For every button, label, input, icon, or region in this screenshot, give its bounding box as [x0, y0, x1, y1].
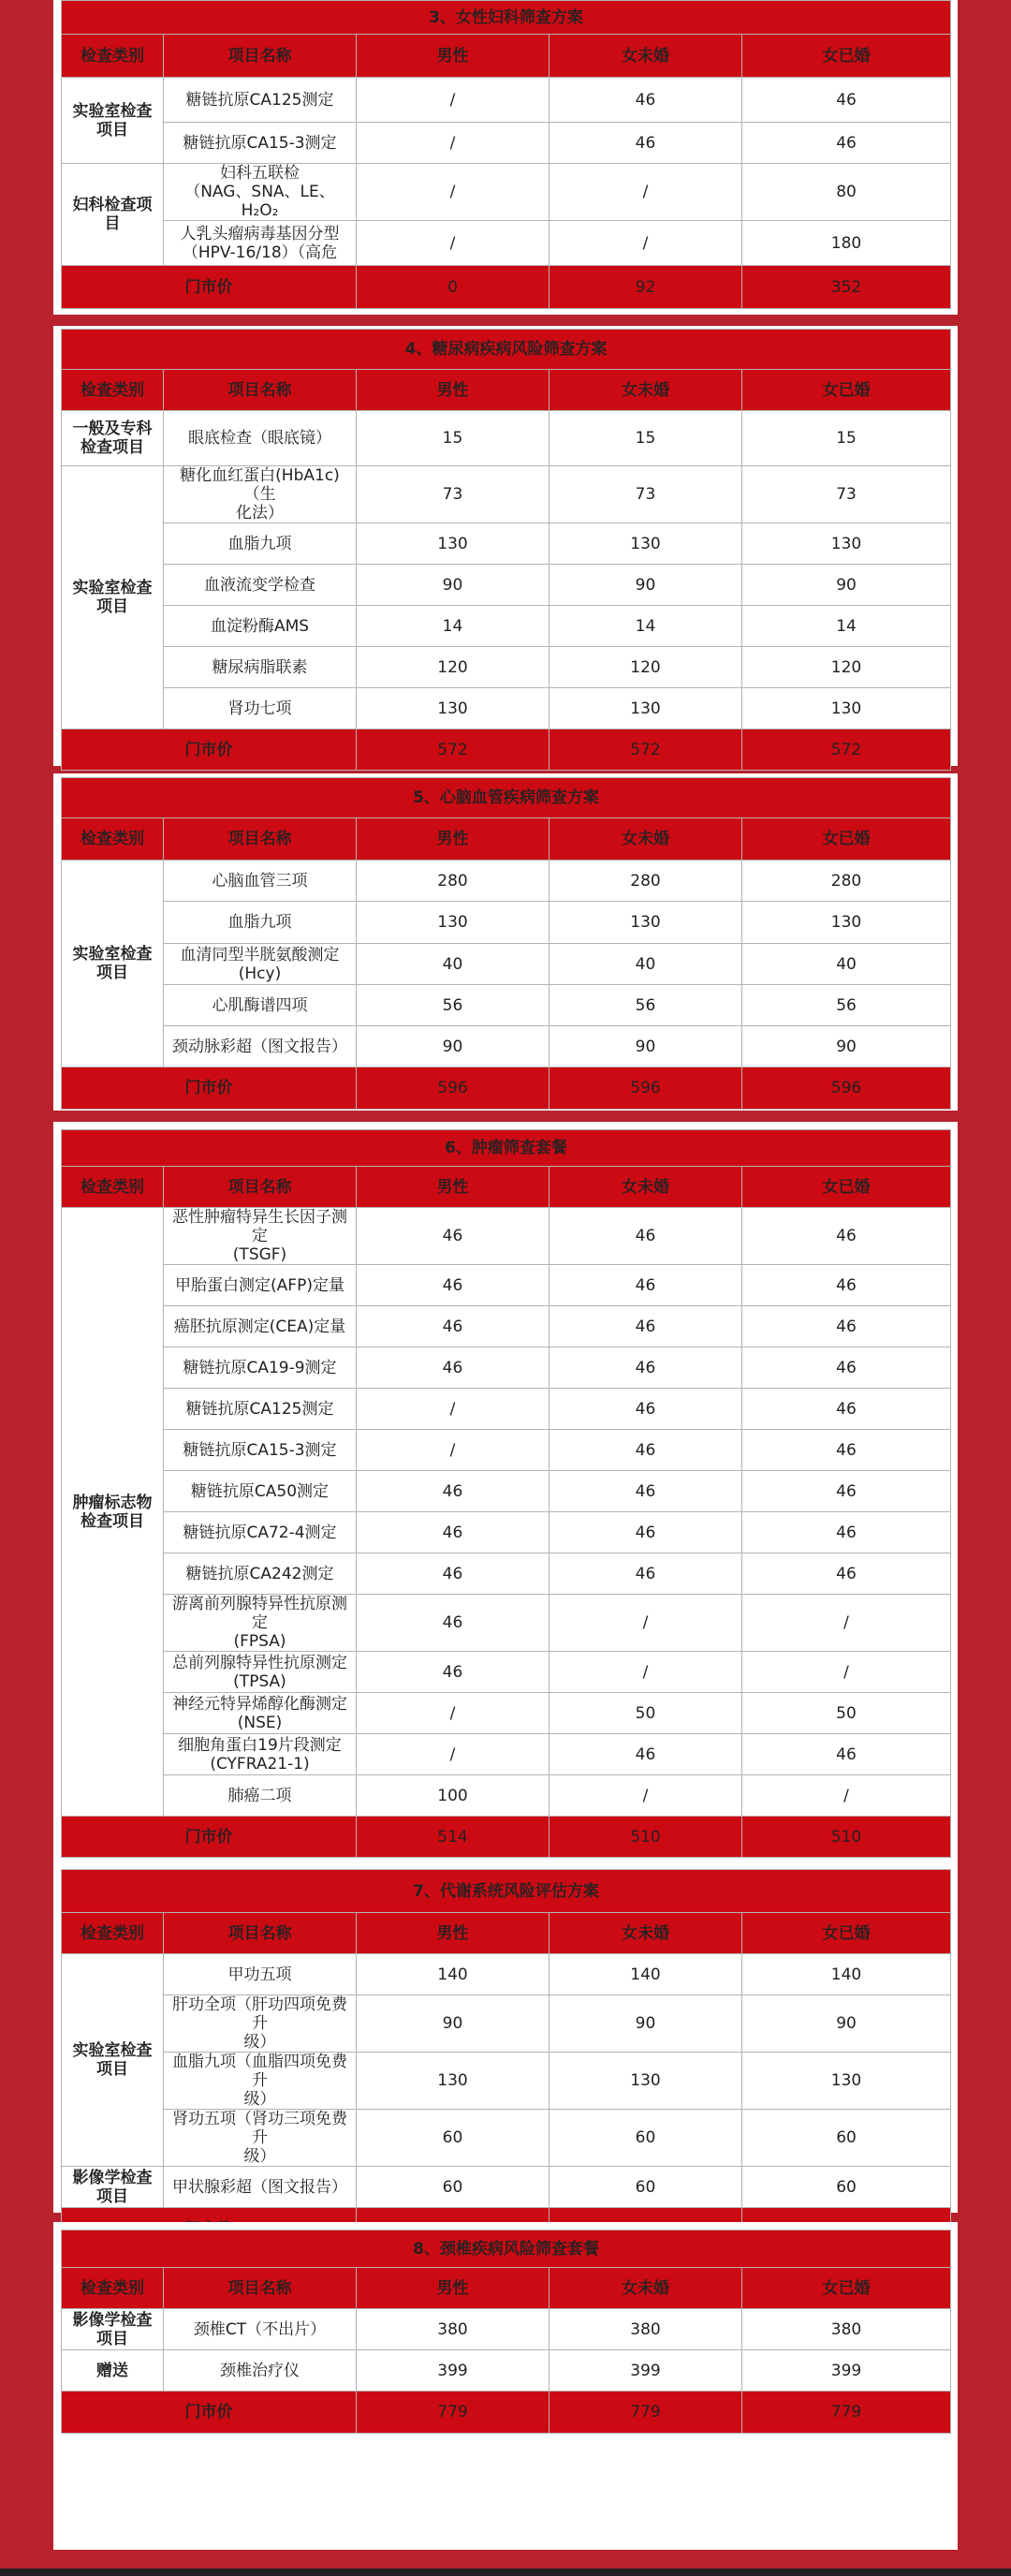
price-female-single: 15 [549, 411, 742, 466]
table-row [62, 606, 951, 647]
price-female-married: 46 [742, 1734, 951, 1775]
retail-price-female-single: 779 [549, 2392, 742, 2434]
price-female-married: 130 [742, 902, 951, 944]
item-name: 糖链抗原CA15-3测定 [164, 1430, 357, 1471]
price-female-married: 90 [742, 1026, 951, 1067]
table-row [62, 2309, 951, 2350]
header-row [62, 1913, 951, 1954]
header-female-single: 女未婚 [549, 1913, 742, 1954]
plan-panel [53, 1122, 958, 1871]
header-female-married: 女已婚 [742, 818, 951, 861]
price-male: / [357, 1693, 549, 1734]
category-cell: 肿瘤标志物 检查项目 [62, 1208, 164, 1817]
table-title: 4、糖尿病疾病风险筛查方案 [62, 330, 951, 370]
price-female-single: 50 [549, 1693, 742, 1734]
price-male: 90 [357, 565, 549, 606]
price-female-single: 90 [549, 1995, 742, 2053]
price-female-married: 60 [742, 2167, 951, 2208]
plan-panel [53, 326, 958, 766]
price-female-married: 46 [742, 1208, 951, 1265]
header-female-married: 女已婚 [742, 35, 951, 78]
price-female-married: 46 [742, 123, 951, 164]
price-female-married: 140 [742, 1954, 951, 1995]
price-female-single: 130 [549, 523, 742, 565]
price-male: / [357, 1389, 549, 1430]
retail-price-female-married: 596 [742, 1067, 951, 1110]
price-female-single: 46 [549, 1512, 742, 1553]
item-name: 妇科五联检 （NAG、SNA、LE、H₂O₂ [164, 164, 357, 221]
table-row [62, 1389, 951, 1430]
price-female-single: 46 [549, 1347, 742, 1389]
price-female-married: 46 [742, 1512, 951, 1553]
item-name: 血脂九项 [164, 523, 357, 565]
item-name: 甲胎蛋白测定(AFP)定量 [164, 1265, 357, 1306]
price-female-married: 46 [742, 1347, 951, 1389]
price-male: 90 [357, 1995, 549, 2053]
table-title: 6、肿瘤筛查套餐 [62, 1130, 951, 1167]
retail-price-female-single: 510 [549, 1817, 742, 1858]
price-female-married: 14 [742, 606, 951, 647]
category-cell: 一般及专科 检查项目 [62, 411, 164, 466]
table-row [62, 1553, 951, 1595]
header-female-single: 女未婚 [549, 1167, 742, 1208]
price-male: 60 [357, 2110, 549, 2167]
price-male: 46 [357, 1208, 549, 1265]
retail-price-female-married: 510 [742, 1817, 951, 1858]
price-female-married: 130 [742, 2053, 951, 2110]
table-row [62, 123, 951, 164]
item-name: 糖链抗原CA125测定 [164, 1389, 357, 1430]
item-name: 眼底检查（眼底镜） [164, 411, 357, 466]
plan-panel [53, 1866, 958, 2213]
item-name: 人乳头瘤病毒基因分型 （HPV-16/18）（高危 [164, 221, 357, 266]
price-male: 40 [357, 944, 549, 985]
price-male: 56 [357, 985, 549, 1026]
price-female-single: / [549, 1775, 742, 1817]
plan-panel [53, 773, 958, 1111]
price-male: 46 [357, 1471, 549, 1512]
item-name: 神经元特异烯醇化酶测定 (NSE) [164, 1693, 357, 1734]
price-female-married: 46 [742, 1265, 951, 1306]
retail-price-female-married: 352 [742, 266, 951, 309]
header-item: 项目名称 [164, 1913, 357, 1954]
table-row [62, 1512, 951, 1553]
item-name: 血脂九项（血脂四项免费升 级） [164, 2053, 357, 2110]
table-row [62, 647, 951, 688]
plan-table [61, 777, 951, 1110]
plan-table [61, 329, 951, 771]
price-male: 100 [357, 1775, 549, 1817]
price-female-married: 399 [742, 2350, 951, 2392]
table-row [62, 1430, 951, 1471]
category-cell: 实验室检查 项目 [62, 861, 164, 1067]
item-name: 甲功五项 [164, 1954, 357, 1995]
header-row [62, 1167, 951, 1208]
retail-price-male: 596 [357, 1067, 549, 1110]
price-male: / [357, 123, 549, 164]
price-female-married: 46 [742, 1306, 951, 1347]
item-name: 糖化血红蛋白(HbA1c)（生 化法） [164, 466, 357, 523]
plan-table [61, 2230, 951, 2434]
price-female-single: 46 [549, 1553, 742, 1595]
item-name: 癌胚抗原测定(CEA)定量 [164, 1306, 357, 1347]
plan-panel [53, 0, 958, 315]
price-female-single: 56 [549, 985, 742, 1026]
price-female-married: 15 [742, 411, 951, 466]
header-male: 男性 [357, 35, 549, 78]
price-female-married: 56 [742, 985, 951, 1026]
table-row [62, 164, 951, 221]
retail-price-male: 514 [357, 1817, 549, 1858]
header-male: 男性 [357, 2268, 549, 2309]
header-male: 男性 [357, 1167, 549, 1208]
item-name: 血淀粉酶AMS [164, 606, 357, 647]
retail-price-female-single: 572 [549, 729, 742, 771]
table-title: 7、代谢系统风险评估方案 [62, 1870, 951, 1913]
retail-price-row [62, 266, 951, 309]
price-male: 46 [357, 1306, 549, 1347]
retail-price-row [62, 2392, 951, 2434]
price-female-single: 90 [549, 565, 742, 606]
table-row [62, 985, 951, 1026]
header-item: 项目名称 [164, 1167, 357, 1208]
retail-price-female-single: 92 [549, 266, 742, 309]
table-row [62, 2167, 951, 2208]
price-male: 280 [357, 861, 549, 902]
price-female-single: / [549, 1652, 742, 1693]
table-title: 5、心脑血管疾病筛查方案 [62, 778, 951, 818]
item-name: 糖链抗原CA19-9测定 [164, 1347, 357, 1389]
price-female-married: 50 [742, 1693, 951, 1734]
price-male: / [357, 221, 549, 266]
plan-panel [53, 2222, 958, 2550]
price-female-married: 46 [742, 1471, 951, 1512]
price-female-single: 140 [549, 1954, 742, 1995]
price-female-single: / [549, 1595, 742, 1652]
price-male: 130 [357, 523, 549, 565]
table-row [62, 2110, 951, 2167]
table-row [62, 1265, 951, 1306]
retail-price-label: 门市价 [62, 1067, 357, 1110]
item-name: 肺癌二项 [164, 1775, 357, 1817]
header-item: 项目名称 [164, 35, 357, 78]
category-cell: 影像学检查 项目 [62, 2167, 164, 2208]
price-female-single: 14 [549, 606, 742, 647]
price-male: 46 [357, 1595, 549, 1652]
table-row [62, 944, 951, 985]
header-row [62, 818, 951, 861]
price-female-single: 46 [549, 1208, 742, 1265]
item-name: 糖链抗原CA50测定 [164, 1471, 357, 1512]
price-female-single: 46 [549, 1389, 742, 1430]
price-female-single: 73 [549, 466, 742, 523]
price-female-single: 130 [549, 688, 742, 729]
price-female-married: / [742, 1652, 951, 1693]
price-female-married: 46 [742, 1389, 951, 1430]
table-row [62, 221, 951, 266]
retail-price-male: 572 [357, 729, 549, 771]
table-row [62, 1471, 951, 1512]
price-female-single: 60 [549, 2110, 742, 2167]
price-female-married: 180 [742, 221, 951, 266]
table-row [62, 1734, 951, 1775]
price-female-single: 46 [549, 1430, 742, 1471]
retail-price-female-married: 572 [742, 729, 951, 771]
retail-price-male: 0 [357, 266, 549, 309]
price-female-single: / [549, 164, 742, 221]
item-name: 心脑血管三项 [164, 861, 357, 902]
item-name: 心肌酶谱四项 [164, 985, 357, 1026]
price-male: 120 [357, 647, 549, 688]
price-male: 15 [357, 411, 549, 466]
header-category: 检查类别 [62, 2268, 164, 2309]
price-female-single: 46 [549, 1734, 742, 1775]
header-item: 项目名称 [164, 818, 357, 861]
price-male: 90 [357, 1026, 549, 1067]
header-female-single: 女未婚 [549, 2268, 742, 2309]
table-row [62, 466, 951, 523]
table-row [62, 1775, 951, 1817]
header-category: 检查类别 [62, 35, 164, 78]
table-row [62, 78, 951, 123]
retail-price-row [62, 1817, 951, 1858]
item-name: 糖链抗原CA125测定 [164, 78, 357, 123]
header-row [62, 2268, 951, 2309]
table-row [62, 565, 951, 606]
header-female-single: 女未婚 [549, 370, 742, 411]
retail-price-male: 779 [357, 2392, 549, 2434]
price-male: 380 [357, 2309, 549, 2350]
retail-price-label: 门市价 [62, 1817, 357, 1858]
bottom-bar [0, 2569, 1011, 2576]
category-cell: 妇科检查项 目 [62, 164, 164, 266]
item-name: 甲状腺彩超（图文报告） [164, 2167, 357, 2208]
price-male: 399 [357, 2350, 549, 2392]
price-male: 130 [357, 688, 549, 729]
table-row [62, 861, 951, 902]
category-cell: 实验室检查 项目 [62, 78, 164, 164]
header-male: 男性 [357, 818, 549, 861]
header-female-married: 女已婚 [742, 2268, 951, 2309]
plan-table [61, 0, 951, 309]
price-female-single: 46 [549, 78, 742, 123]
item-name: 血脂九项 [164, 902, 357, 944]
price-female-married: 120 [742, 647, 951, 688]
plan-table [61, 1129, 951, 1858]
price-female-married: 46 [742, 1553, 951, 1595]
price-female-married: 280 [742, 861, 951, 902]
retail-price-female-single: 596 [549, 1067, 742, 1110]
item-name: 颈动脉彩超（图文报告） [164, 1026, 357, 1067]
item-name: 肾功五项（肾功三项免费升 级） [164, 2110, 357, 2167]
item-name: 游离前列腺特异性抗原测定 (FPSA) [164, 1595, 357, 1652]
price-male: 130 [357, 902, 549, 944]
header-category: 检查类别 [62, 1167, 164, 1208]
header-row [62, 35, 951, 78]
header-female-married: 女已婚 [742, 370, 951, 411]
category-cell: 实验室检查 项目 [62, 466, 164, 729]
price-female-single: 40 [549, 944, 742, 985]
price-female-married: 80 [742, 164, 951, 221]
item-name: 血清同型半胱氨酸测定 (Hcy) [164, 944, 357, 985]
price-male: 14 [357, 606, 549, 647]
price-female-single: 46 [549, 1265, 742, 1306]
header-male: 男性 [357, 1913, 549, 1954]
header-item: 项目名称 [164, 370, 357, 411]
price-female-single: 120 [549, 647, 742, 688]
table-row [62, 2053, 951, 2110]
category-cell: 实验室检查 项目 [62, 1954, 164, 2167]
table-row [62, 1595, 951, 1652]
item-name: 糖链抗原CA242测定 [164, 1553, 357, 1595]
price-male: 46 [357, 1512, 549, 1553]
table-title: 3、女性妇科筛查方案 [62, 1, 951, 35]
item-name: 糖链抗原CA72-4测定 [164, 1512, 357, 1553]
header-female-single: 女未婚 [549, 35, 742, 78]
price-male: / [357, 1734, 549, 1775]
retail-price-row [62, 1067, 951, 1110]
item-name: 颈椎治疗仪 [164, 2350, 357, 2392]
table-row [62, 1995, 951, 2053]
retail-price-label: 门市价 [62, 266, 357, 309]
price-female-married: / [742, 1595, 951, 1652]
price-male: / [357, 164, 549, 221]
item-name: 细胞角蛋白19片段测定 (CYFRA21-1) [164, 1734, 357, 1775]
price-female-single: 46 [549, 1471, 742, 1512]
table-row [62, 1954, 951, 1995]
header-male: 男性 [357, 370, 549, 411]
retail-price-label: 门市价 [62, 2392, 357, 2434]
table-row [62, 2350, 951, 2392]
table-title: 8、颈椎疾病风险筛查套餐 [62, 2230, 951, 2268]
header-category: 检查类别 [62, 818, 164, 861]
retail-price-label: 门市价 [62, 729, 357, 771]
item-name: 恶性肿瘤特异生长因子测定 (TSGF) [164, 1208, 357, 1265]
category-cell: 赠送 [62, 2350, 164, 2392]
price-male: 140 [357, 1954, 549, 1995]
header-female-married: 女已婚 [742, 1167, 951, 1208]
price-male: 73 [357, 466, 549, 523]
price-female-single: 280 [549, 861, 742, 902]
price-female-single: 60 [549, 2167, 742, 2208]
header-row [62, 370, 951, 411]
retail-price-female-married: 779 [742, 2392, 951, 2434]
header-item: 项目名称 [164, 2268, 357, 2309]
price-female-single: 130 [549, 902, 742, 944]
table-row [62, 1208, 951, 1265]
price-male: 46 [357, 1553, 549, 1595]
price-female-married: 90 [742, 1995, 951, 2053]
table-row [62, 523, 951, 565]
price-female-single: 90 [549, 1026, 742, 1067]
table-row [62, 411, 951, 466]
price-female-married: / [742, 1775, 951, 1817]
price-female-single: 46 [549, 1306, 742, 1347]
plan-table [61, 1869, 951, 2251]
table-row [62, 1026, 951, 1067]
item-name: 颈椎CT（不出片） [164, 2309, 357, 2350]
price-female-married: 380 [742, 2309, 951, 2350]
price-female-married: 46 [742, 78, 951, 123]
table-row [62, 1306, 951, 1347]
header-category: 检查类别 [62, 370, 164, 411]
price-female-married: 90 [742, 565, 951, 606]
item-name: 糖尿病脂联素 [164, 647, 357, 688]
price-female-single: 399 [549, 2350, 742, 2392]
price-female-married: 46 [742, 1430, 951, 1471]
header-female-single: 女未婚 [549, 818, 742, 861]
header-category: 检查类别 [62, 1913, 164, 1954]
price-female-married: 130 [742, 523, 951, 565]
price-female-married: 60 [742, 2110, 951, 2167]
item-name: 肝功全项（肝功四项免费升 级） [164, 1995, 357, 2053]
category-cell: 影像学检查 项目 [62, 2309, 164, 2350]
retail-price-row [62, 729, 951, 771]
price-male: 46 [357, 1265, 549, 1306]
table-row [62, 1693, 951, 1734]
price-male: 46 [357, 1652, 549, 1693]
item-name: 总前列腺特异性抗原测定 (TPSA) [164, 1652, 357, 1693]
price-male: 46 [357, 1347, 549, 1389]
price-male: / [357, 78, 549, 123]
price-female-single: / [549, 221, 742, 266]
price-female-single: 380 [549, 2309, 742, 2350]
table-row [62, 1347, 951, 1389]
table-row [62, 902, 951, 944]
price-female-married: 73 [742, 466, 951, 523]
price-male: 130 [357, 2053, 549, 2110]
item-name: 糖链抗原CA15-3测定 [164, 123, 357, 164]
price-male: 60 [357, 2167, 549, 2208]
price-female-married: 40 [742, 944, 951, 985]
table-row [62, 688, 951, 729]
price-female-single: 130 [549, 2053, 742, 2110]
price-female-single: 46 [549, 123, 742, 164]
price-female-married: 130 [742, 688, 951, 729]
item-name: 血液流变学检查 [164, 565, 357, 606]
table-row [62, 1652, 951, 1693]
item-name: 肾功七项 [164, 688, 357, 729]
price-male: / [357, 1430, 549, 1471]
header-female-married: 女已婚 [742, 1913, 951, 1954]
